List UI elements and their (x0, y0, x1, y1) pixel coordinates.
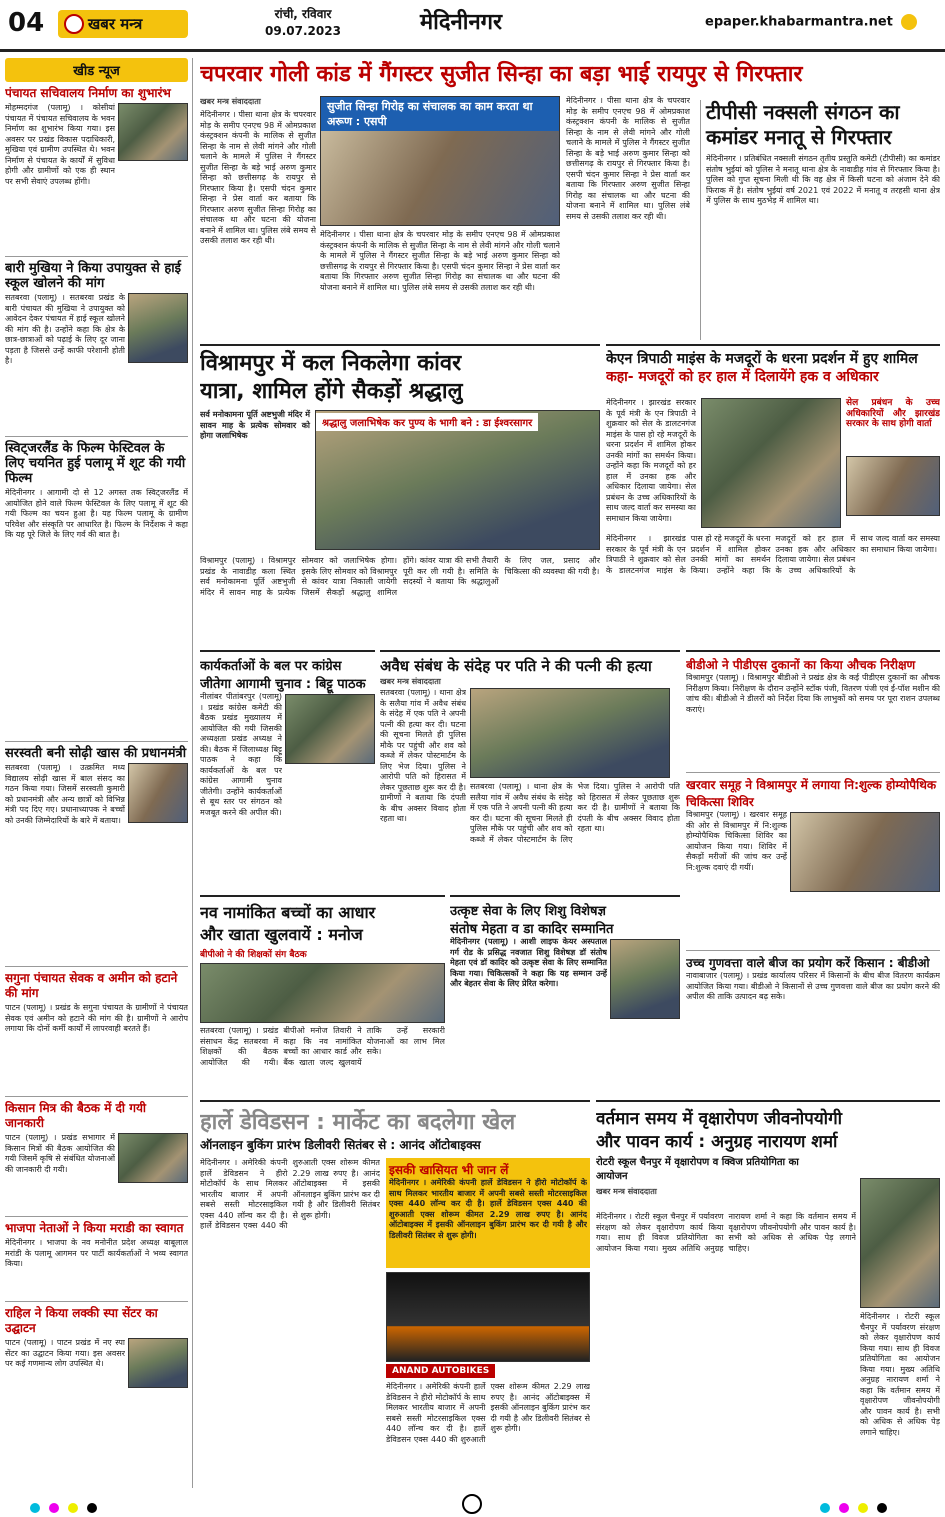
tripathi-photo (701, 398, 841, 528)
tree-byline: खबर मन्त्र संवाददाता (596, 1187, 657, 1196)
award-headline-1: उत्कृष्ट सेवा के लिए शिशु विशेषज्ञ (450, 904, 606, 919)
registration-dot (30, 1503, 40, 1513)
aadhaar-text: सतबरवा (पलामू) । प्रखंड संसाधन केंद्र सतबरवा में शिक्षकों की बैठक आयोजित की गयी। बीपीओ मनोज तिवारी ने कहा कि नव नामांकित बच्चों का आधार कार्ड और बैंक खाता जल्द खुलवायें ताकि उन्हें सरकारी योजनाओं का लाभ मिल सके। (200, 1026, 445, 1067)
registration-dot (858, 1503, 868, 1513)
lead-text-col2: मेदिनीनगर । पीसा थाना क्षेत्र के चपरवार मोड़ के समीप एनएच 98 में ओमप्रकाश कंस्ट्रक्शन कंपनी के मालिक से सुजीत सिन्हा के नाम से लेवी मांगने और गोली चलाने के मामले में पुलिस ने गैंगस्टर सुजीत सिन्हा के बड़े भाई अरुण कुमार सिन्हा को छत्तीसगढ़ के रायपुर से गिरफ्तार किया है। एसपी चंदन कुमार सिन्हा ने प्रेस वार्ता कर बताया कि गिरफ्तार अरुण सुजीत सिन्हा गिरोह का संचालक था और घटना की योजना बनाने में शामिल था। पुलिस लंबे समय से उसकी तलाश कर रही थी। (320, 230, 560, 292)
tripathi-headline-1: केएन त्रिपाठी माइंस के मजदूरों के धरना प्रदर्शन में हुए शामिल (606, 351, 918, 367)
murder-photo (470, 688, 670, 778)
harley-story (200, 1100, 590, 1485)
sidebar-story-title: बारी मुखिया ने किया उपायुक्त से हाई स्कूल खोलने की मांग (5, 261, 182, 291)
harley-bike-photo (386, 1272, 590, 1362)
sidebar-story-text: मोहम्मदगंज (पलामू) । कोसीयां पंचायत में पंचायत सचिवालय के भवन निर्माण का शुभारंभ किया गया। इस अवसर पर प्रखंड विकास पदाधिकारी, मुखिया एवं ग्रामीण उपस्थित थे। भवन निर्माण से पंचायत के कार्यों में सुविधा होगी और ग्रामीणों को एक ही स्थान पर सभी सेवाएं उपलब्ध होंगी। (5, 103, 115, 186)
issue-date: 09.07.2023 (265, 24, 341, 38)
harley-subhead: ऑनलाइन बुकिंग प्रारंभ डिलीवरी सितंबर से : आनंद ऑटोबाइक्स (200, 1138, 481, 1152)
section-name: मेदिनीनगर (420, 10, 503, 35)
lead-story (200, 60, 940, 100)
sidebar-story-title: पंचायत सचिवालय निर्माण का शुभारंभ (5, 86, 171, 100)
lead-subheadline: सुजीत सिन्हा गिरोह का संचालक का काम करता था अरूण : एसपी (321, 97, 559, 131)
brand-logo (58, 10, 188, 38)
sidebar-story-text: मेदिनीनगर । आगामी दो से 12 अगस्त तक स्विट्जरलैंड में आयोजित होने वाले फिल्म फेस्टिवल के लिए पलामू में शूट की गयी फिल्म का चयन हुआ है। यह फिल्म पलामू के ग्रामीण परिवेश और संस्कृति पर आधारित है। फिल्म के निर्देशक ने कहा कि यह पूरे जिले के लिए गर्व की बात है। (5, 488, 188, 539)
dateline (248, 6, 358, 40)
murder-story (380, 650, 680, 890)
tree-text: मेदिनीनगर । रोटरी स्कूल चैनपुर में पर्यावरण संरक्षण को लेकर वृक्षारोपण कार्य किया गया। साथ ही विवज प्रतियोगिता का आयोजन किया गया। मुख्य अतिथि अनुग्रह नारायण शर्मा ने कहा कि वर्तमान समय में वृक्षारोपण जीवनोपयोगी और पावन कार्य है। सभी को अधिक से अधिक पेड़ लगाने चाहिए। (596, 1212, 856, 1253)
award-photo (610, 939, 680, 1019)
aadhaar-photo (200, 963, 445, 1023)
kisan-headline: उच्च गुणवत्ता वाले बीज का प्रयोग करें किसान : बीडीओ (686, 956, 930, 970)
award-headline-2: संतोष मेहता व डा कादिर सम्मानित (450, 922, 614, 937)
tree-story (596, 1100, 940, 1485)
sidebar-story-title: सरस्वती बनी सोढ़ी खास की प्रधानमंत्री (5, 746, 187, 761)
sidebar-story-text: मेदिनीनगर । भाजपा के नव मनोनीत प्रदेश अध्यक्ष बाबूलाल मरांडी के पलामू आगमन पर पार्टी कार्यकर्ताओं ने भव्य स्वागत किया। (5, 1238, 188, 1268)
harley-text-2: मेदिनीनगर । अमेरिकी कंपनी हार्ले डेविडसन ने हीरो मोटोकॉर्प के साथ मिलकर भारतीय बाजार में अपनी सबसे सस्ती मोटरसाइकिल एक्स 440 लॉन्च कर दी है। हार्ले डेविडसन एक्स 440 की शुरुआती एक्स शोरूम कीमत 2.29 लाख रुपए है। आनंद ऑटोबाइक्स में इसकी ऑनलाइन बुकिंग प्रारंभ कर दी गयी है और डिलीवरी सितंबर से शुरू होगी। (386, 1382, 590, 1444)
tree-text-2: मेदिनीनगर । रोटरी स्कूल चैनपुर में पर्यावरण संरक्षण को लेकर वृक्षारोपण कार्य किया गया। साथ ही विवज प्रतियोगिता का आयोजन किया गया। मुख्य अतिथि अनुग्रह नारायण शर्मा ने कहा कि वर्तमान समय में वृक्षारोपण जीवनोपयोगी और पावन कार्य है। सभी को अधिक से अधिक पेड़ लगाने चाहिए। (860, 1312, 940, 1437)
kanwar-story (200, 344, 600, 644)
aadhaar-headline-1: नव नामांकित बच्चों का आधार (200, 903, 376, 922)
aadhaar-story (200, 895, 445, 1095)
kisan-story (686, 950, 940, 1095)
kanwar-text: विश्रामपुर (पलामू) । विश्रामपुर प्रखंड के नावाडीह कला स्थित सर्व मनोकामना पूर्ति अष्टभुजी मंदिर में सावन माह के प्रत्येक सोमवार को जलाभिषेक होगा। इसके लिए सोमवार को विश्रामपुर से कांवर यात्रा निकाली जायेगी जिसमें सैकड़ों श्रद्धालु शामिल होंगे। कांवर यात्रा की सभी तैयारी पूरी कर ली गयी है। समिति के सदस्यों ने बताया कि श्रद्धालुओं के लिए जल, प्रसाद और चिकित्सा की व्यवस्था की गयी है। (200, 556, 600, 597)
murder-text: सतबरवा (पलामू) । थाना क्षेत्र के सलैया गांव में अवैध संबंध के संदेह में एक पति ने अपनी पत्नी की हत्या कर दी। घटना की सूचना मिलते ही पुलिस मौके पर पहुंची और शव को कब्जे में लेकर पोस्टमार्टम के लिए भेज दिया। पुलिस ने आरोपी पति को हिरासत में लेकर पूछताछ शुरू कर दी है। ग्रामीणों ने बताया कि दंपती के बीच अक्सर विवाद होता रहता था। (380, 688, 466, 823)
tpc-text: मेदिनीनगर । प्रतिबंधित नक्सली संगठन तृतीय प्रस्तुति कमेटी (टीपीसी) का कमांडर संतोष भुईयां को पुलिस ने मनातू थाना क्षेत्र के नावाडीह गांव से गिरफ्तार किया है। पुलिस को गुप्त सूचना मिली थी कि वह क्षेत्र में किसी घटना को अंजाम देने की फिराक में है। संतोष भुईयां वर्ष 2021 एवं 2022 में मनातू व तरहसी थाना क्षेत्र में पुलिस के साथ मुठभेड़ में शामिल था। (706, 154, 940, 205)
tree-headline-1: वर्तमान समय में वृक्षारोपण जीवनोपयोगी (596, 1109, 843, 1129)
sidebar-story-title: स्विट्जरलैंड के फिल्म फेस्टिवल के लिए चयनित हुई पलामू में शूट की गयी फिल्म (5, 441, 186, 486)
lead-text-col3: मेदिनीनगर । पीसा थाना क्षेत्र के चपरवार मोड़ के समीप एनएच 98 में ओमप्रकाश कंस्ट्रक्शन कंपनी के मालिक से सुजीत सिन्हा के नाम से लेवी मांगने और गोली चलाने के मामले में पुलिस ने गैंगस्टर सुजीत सिन्हा के बड़े भाई अरुण कुमार सिन्हा को छत्तीसगढ़ के रायपुर से गिरफ्तार किया है। एसपी चंदन कुमार सिन्हा ने प्रेस वार्ता कर बताया कि गिरफ्तार अरुण सुजीत सिन्हा गिरोह का संचालक था और घटना की योजना बनाने में शामिल था। पुलिस लंबे समय से उसकी तलाश कर रही थी। (566, 96, 690, 221)
logo-text: खबर मन्त्र (88, 15, 143, 33)
story-photo (118, 103, 188, 161)
tripathi-photo-2 (846, 456, 940, 516)
kisan-text: नावाबाजार (पलामू) । प्रखंड कार्यालय परिसर में किसानों के बीच बीज वितरण कार्यक्रम आयोजित किया गया। बीडीओ ने किसानों से उच्च गुणवत्ता वाले बीज का प्रयोग करने की अपील की ताकि उत्पादन बढ़ सके। (686, 971, 940, 1001)
registration-dot (68, 1503, 78, 1513)
sidebar-story-text: सतबरवा (पलामू) । सतबरवा प्रखंड के बारी पंचायत की मुखिया ने उपायुक्त को आवेदन देकर पंचायत में हाई स्कूल खोलने की मांग की है। उन्होंने कहा कि क्षेत्र के छात्र-छात्राओं को पढ़ाई के लिए दूर जाना पड़ता है जिससे उन्हें काफी परेशानी होती है। (5, 293, 125, 365)
epaper-link[interactable] (705, 14, 917, 30)
city-day: रांची, रविवार (274, 7, 332, 21)
tree-subhead: रोटरी स्कूल चैनपुर में वृक्षारोपण व क्विज प्रतियोगिता का आयोजन (596, 1157, 799, 1182)
kanwar-side-note: सर्व मनोकामना पूर्ति अष्टभुजी मंदिर में सावन माह के प्रत्येक सोमवार को होगा जलाभिषेक (200, 410, 310, 440)
harley-highlight (386, 1158, 590, 1268)
pds-story (686, 650, 940, 770)
congress-headline-1: कार्यकर्ताओं के बल पर कांग्रेस (200, 659, 342, 674)
tpc-headline: टीपीसी नक्सली संगठन का कमांडर मनातू से गिरफ्तार (706, 100, 900, 149)
murder-headline: अवैध संबंध के संदेह पर पति ने की पत्नी की हत्या (380, 657, 652, 675)
kanwar-headline-2: यात्रा, शामिल होंगे सैकड़ों श्रद्धालु (200, 379, 463, 404)
homeo-headline: खरवार समूह ने विश्रामपुर में लगाया नि:शुल्क होम्योपैथिक चिकित्सा शिविर (686, 778, 937, 809)
tripathi-story (606, 344, 940, 644)
murder-byline: खबर मन्त्र संवाददाता (380, 677, 441, 686)
lead-headline: चपरवार गोली कांड में गैंगस्टर सुजीत सिन्हा का बड़ा भाई रायपुर से गिरफ्तार (200, 62, 803, 87)
sidebar-story-text: सतबरवा (पलामू) । उत्क्रमित मध्य विद्यालय सोढ़ी खास में बाल संसद का गठन किया गया। जिसमें सरस्वती कुमारी को प्रधानमंत्री और अन्य छात्रों को विभिन्न मंत्री पद दिए गए। प्रधानाध्यापक ने बच्चों को उनकी जिम्मेदारियों के बारे में बताया। (5, 763, 125, 825)
tpc-story (700, 100, 940, 340)
sidebar-story-text: पाटन (पलामू) । प्रखंड के सगुना पंचायत के ग्रामीणों ने पंचायत सेवक एवं अमीन को हटाने की मांग की है। ग्रामीणों ने आरोप लगाया कि दोनों कर्मी कार्यों में लापरवाही बरतते हैं। (5, 1003, 188, 1033)
sidebar-story-title: सगुना पंचायत सेवक व अमीन को हटाने की मांग (5, 971, 178, 1000)
story-photo (128, 293, 188, 363)
tree-headline-2: और पावन कार्य : अनुग्रह नारायण शर्मा (596, 1132, 838, 1152)
registration-dot (87, 1503, 97, 1513)
lead-body (200, 96, 690, 336)
kanwar-headline-1: विश्रामपुर में कल निकलेगा कांवर (200, 351, 462, 376)
registration-dot (839, 1503, 849, 1513)
crosshair-icon (462, 1494, 482, 1514)
kanwar-caption: श्रद्धालु जलाभिषेक कर पुण्य के भागी बने : डा ईश्वरसागर (316, 413, 538, 431)
sidebar-column (5, 58, 193, 1488)
page-number: 04 (8, 8, 45, 38)
epaper-url[interactable]: epaper.khabarmantra.net (705, 14, 893, 30)
pds-headline: बीडीओ ने पीडीएस दुकानों का किया औचक निरीक्षण (686, 658, 916, 672)
sidebar-story-text: पाटन (पलामू) । प्रखंड सभागार में किसान मित्रों की बैठक आयोजित की गयी जिसमें कृषि से संबंधित योजनाओं की जानकारी दी गयी। (5, 1133, 115, 1174)
story-photo (118, 1133, 188, 1183)
pds-text: विश्रामपुर (पलामू) । विश्रामपुर बीडीओ ने प्रखंड क्षेत्र के कई पीडीएस दुकानों का औचक निरीक्षण किया। निरीक्षण के दौरान उन्होंने स्टॉक पंजी, वितरण पंजी एवं ई-पॉश मशीन की जांच की। बीडीओ ने डीलरों को निर्देश दिया कि लाभुकों को समय पर पूरा राशन उपलब्ध कराएं। (686, 673, 940, 714)
homeo-story (686, 772, 940, 947)
aadhaar-headline-2: और खाता खुलवायें : मनोज (200, 925, 363, 944)
sidebar-story-title: राहिल ने किया लक्की स्पा सेंटर का उद्घाटन (5, 1306, 158, 1335)
murder-text-2: सतबरवा (पलामू) । थाना क्षेत्र के सलैया गांव में अवैध संबंध के संदेह में एक पति ने अपनी पत्नी की हत्या कर दी। घटना की सूचना मिलते ही पुलिस मौके पर पहुंची और शव को कब्जे में लेकर पोस्टमार्टम के लिए भेज दिया। पुलिस ने आरोपी पति को हिरासत में लेकर पूछताछ शुरू कर दी है। ग्रामीणों ने बताया कि दंपती के बीच अक्सर विवाद होता रहता था। (470, 782, 680, 844)
congress-story (200, 650, 375, 890)
harley-highlight-text: मेदिनीनगर । अमेरिकी कंपनी हार्ले डेविडसन ने हीरो मोटोकॉर्प के साथ मिलकर भारतीय बाजार में अपनी सबसे सस्ती मोटरसाइकिल एक्स 440 लॉन्च कर दी है। हार्ले डेविडसन एक्स 440 की शुरुआती एक्स शोरूम कीमत 2.29 लाख रुपए है। आनंद ऑटोबाइक्स में इसकी ऑनलाइन बुकिंग प्रारंभ कर दी गयी है और डिलीवरी सितंबर से शुरू होगी। (389, 1178, 587, 1240)
tripathi-text: मेदिनीनगर । झारखंड सरकार के पूर्व मंत्री के एन त्रिपाठी ने शुक्रवार को सेल के डालटनगंज माइंस के पास हो रहे मजदूरों के धरना प्रदर्शन में शामिल होकर उनकी मांगों का समर्थन किया। उन्होंने कहा कि मजदूरों को हर हाल में उनका हक और अधिकार दिलाया जायेगा। सेल प्रबंधन के उच्च अधिकारियों के साथ जल्द वार्ता कर समस्या का समाधान किया जायेगा। (606, 398, 696, 523)
story-photo (128, 1338, 188, 1388)
sidebar-header: खीड न्यूज (5, 58, 188, 82)
registration-dot (877, 1503, 887, 1513)
registration-dot (820, 1503, 830, 1513)
tripathi-headline-2: कहा- मजदूरों को हर हाल में दिलायेंगे हक व अधिकार (606, 369, 879, 385)
lead-photo (320, 96, 560, 226)
harley-text: मेदिनीनगर । अमेरिकी कंपनी हार्ले डेविडसन ने हीरो मोटोकॉर्प के साथ मिलकर भारतीय बाजार में अपनी सबसे सस्ती मोटरसाइकिल एक्स 440 लॉन्च कर दी है। हार्ले डेविडसन एक्स 440 की शुरुआती एक्स शोरूम कीमत 2.29 लाख रुपए है। आनंद ऑटोबाइक्स में इसकी ऑनलाइन बुकिंग प्रारंभ कर दी गयी है और डिलीवरी सितंबर से शुरू होगी। (200, 1158, 380, 1230)
kanwar-photo (315, 410, 600, 550)
masthead (0, 0, 945, 52)
tripathi-side-note: सेल प्रबंधन के उच्च अधिकारियों और झारखंड सरकार के साथ होगी वार्ता (846, 398, 940, 429)
tree-photo (860, 1178, 940, 1308)
homeo-text: विश्रामपुर (पलामू) । खरवार समूह की ओर से विश्रामपुर में नि:शुल्क होम्योपैथिक चिकित्सा शिविर का आयोजन किया गया। शिविर में सैकड़ों मरीजों की जांच कर उन्हें नि:शुल्क दवाएं दी गयीं। (686, 810, 787, 872)
congress-photo (285, 694, 375, 764)
homeo-photo (790, 812, 940, 892)
sidebar-story-title: किसान मित्र की बैठक में दी गयी जानकारी (5, 1101, 147, 1130)
globe-icon (901, 14, 917, 30)
footer-registration (0, 1490, 945, 1517)
sidebar-story-title: भाजपा नेताओं ने किया मराडी का स्वागत (5, 1221, 184, 1235)
harley-headline: हार्ले डेविडसन : मार्केट का बदलेगा खेल (200, 1110, 516, 1135)
harley-highlight-title: इसकी खासियत भी जान लें (389, 1163, 509, 1177)
sidebar-story-text: पाटन (पलामू) । पाटन प्रखंड में नए स्पा सेंटर का उद्घाटन किया गया। इस अवसर पर कई गणमान्य लोग उपस्थित थे। (5, 1338, 125, 1368)
registration-dot (49, 1503, 59, 1513)
harley-dealer: ANAND AUTOBIKES (386, 1364, 495, 1378)
congress-text: नीलांबर पीतांबरपुर (पलामू) । प्रखंड कांग्रेस कमेटी की बैठक प्रखंड मुख्यालय में आयोजित की गयी जिसकी अध्यक्षता प्रखंड अध्यक्ष ने की। बैठक में जिलाध्यक्ष बिट्टू पाठक ने कहा कि कार्यकर्ताओं के बल पर कांग्रेस आगामी चुनाव जीतेगी। उन्होंने कार्यकर्ताओं से बूथ स्तर पर संगठन को मजबूत करने की अपील की। (200, 692, 282, 817)
tripathi-text-2: मेदिनीनगर । झारखंड सरकार के पूर्व मंत्री के एन त्रिपाठी ने शुक्रवार को सेल के डालटनगंज माइंस के पास हो रहे मजदूरों के धरना प्रदर्शन में शामिल होकर उनकी मांगों का समर्थन किया। उन्होंने कहा कि मजदूरों को हर हाल में उनका हक और अधिकार दिलाया जायेगा। सेल प्रबंधन के उच्च अधिकारियों के साथ जल्द वार्ता कर समस्या का समाधान किया जायेगा। (606, 534, 940, 575)
congress-headline-2: जीतेगा आगामी चुनाव : बिट्टू पाठक (200, 677, 366, 692)
lead-byline: खबर मन्त्र संवाददाता (200, 97, 261, 106)
aadhaar-caption: बीपीओ ने की शिक्षकों संग बैठक (200, 950, 307, 960)
award-text: मेदिनीनगर (पलामू) । आशी लाइफ केयर अस्पताल गर्ग रोड के प्रसिद्ध नवजात शिशु विशेषज्ञ डॉ संतोष मेहता एवं डॉ कादिर को उत्कृष्ट सेवा के लिए सम्मानित किया गया। चिकित्सकों ने कहा कि यह सम्मान उन्हें और बेहतर सेवा के लिए प्रेरित करेगा। (450, 937, 607, 988)
story-photo (128, 763, 188, 823)
lead-text-col1: मेदिनीनगर । पीसा थाना क्षेत्र के चपरवार मोड़ के समीप एनएच 98 में ओमप्रकाश कंस्ट्रक्शन कंपनी के मालिक से सुजीत सिन्हा के नाम से लेवी मांगने और गोली चलाने के मामले में पुलिस ने गैंगस्टर सुजीत सिन्हा के बड़े भाई अरुण कुमार सिन्हा को छत्तीसगढ़ के रायपुर से गिरफ्तार किया है। एसपी चंदन कुमार सिन्हा ने प्रेस वार्ता कर बताया कि गिरफ्तार अरुण सुजीत सिन्हा गिरोह का संचालक था और घटना की योजना बनाने में शामिल था। पुलिस लंबे समय से उसकी तलाश कर रही थी। (200, 110, 316, 245)
award-story (450, 895, 680, 1095)
logo-icon (64, 14, 84, 34)
